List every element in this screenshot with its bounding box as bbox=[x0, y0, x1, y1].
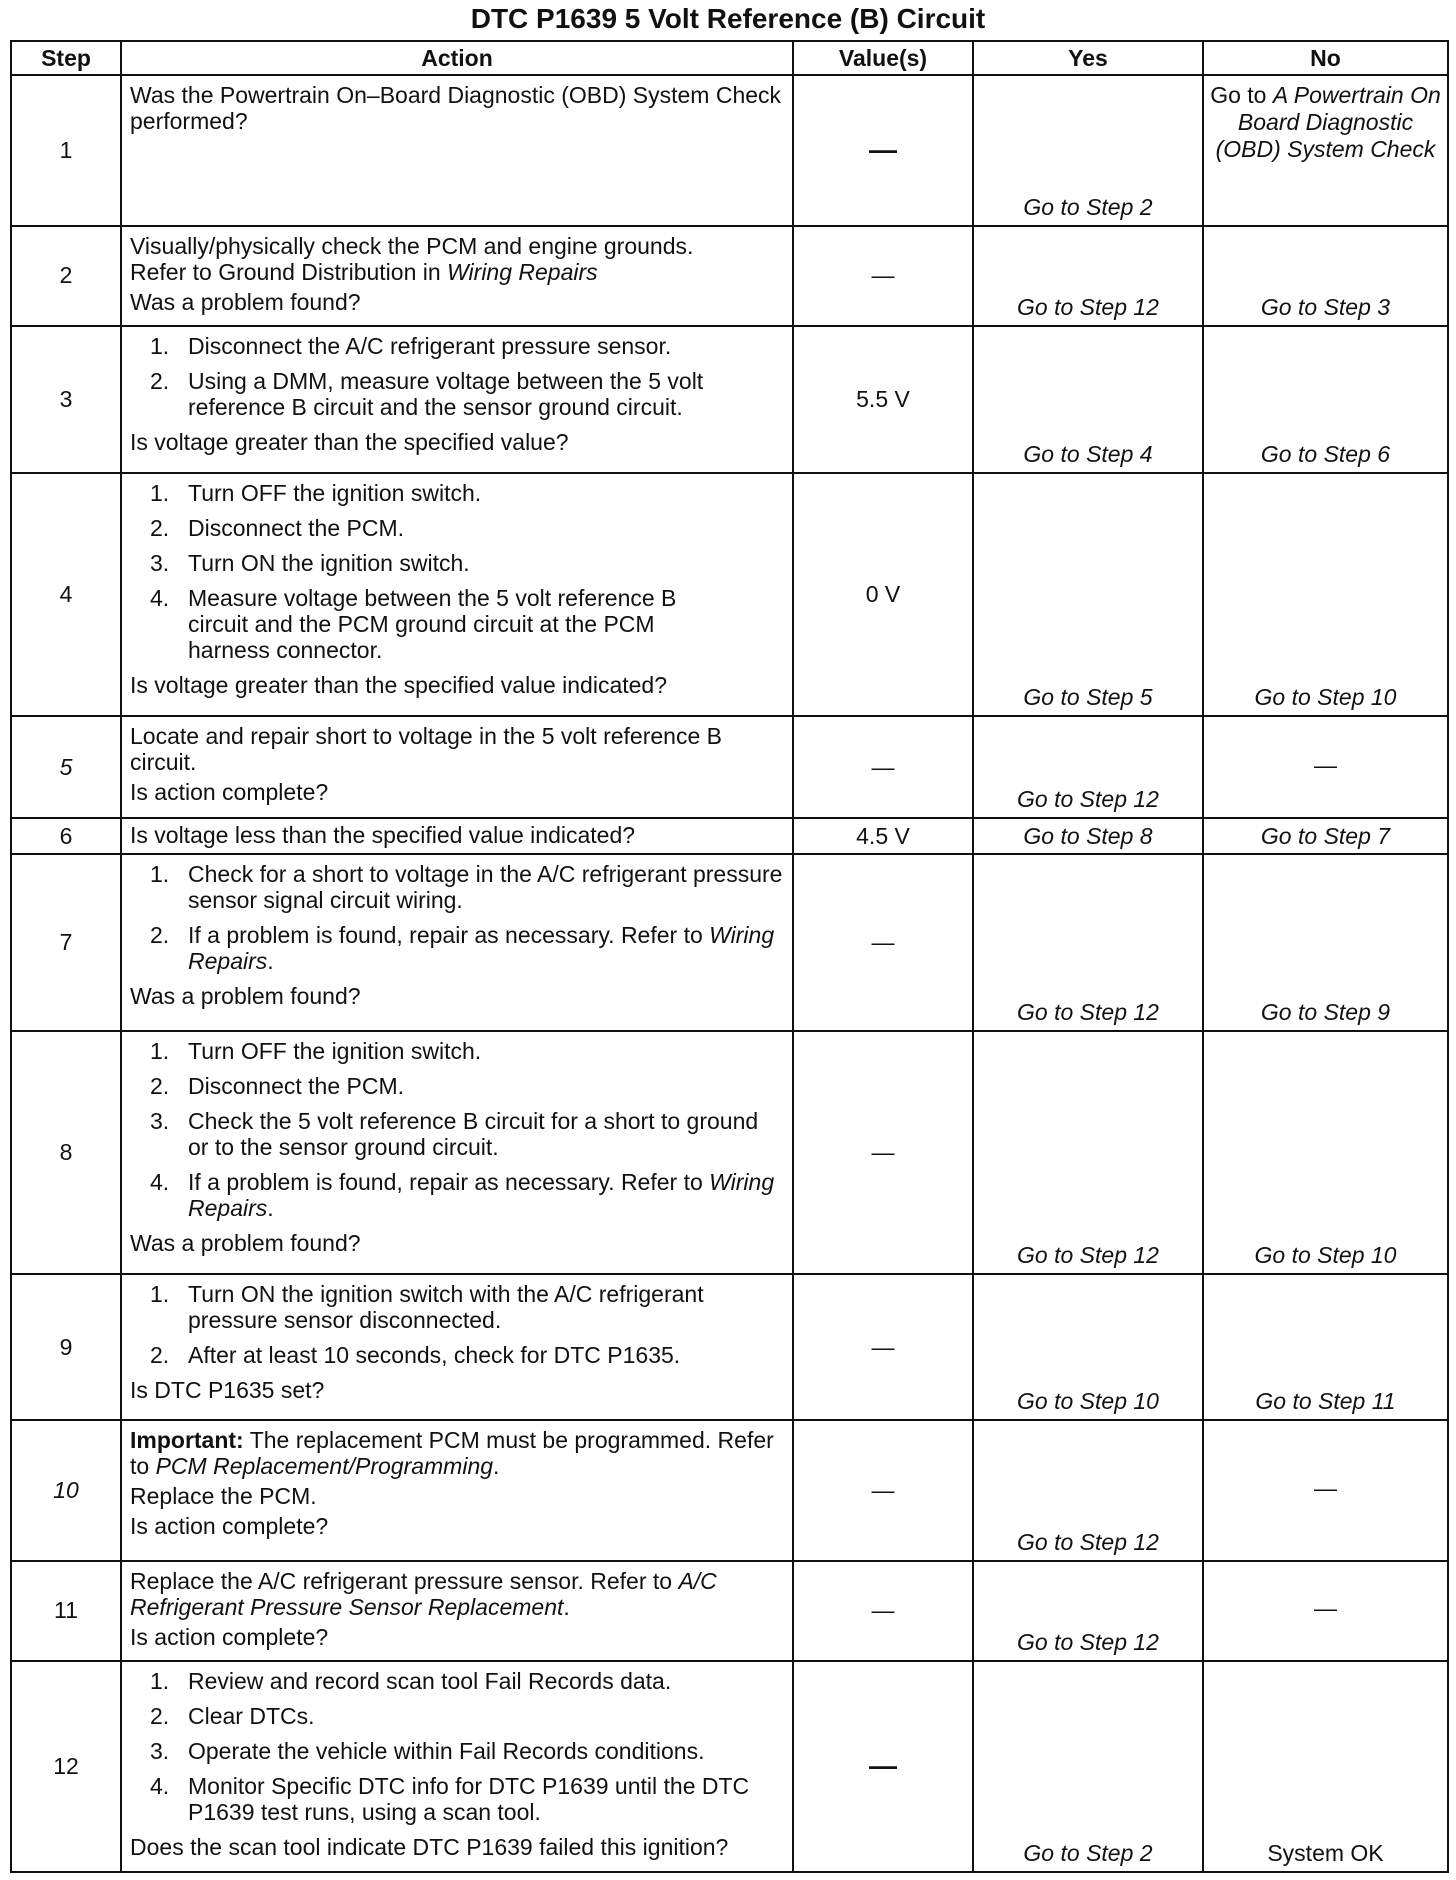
list-item-text: Check for a short to voltage in the A/C refrigerant pressure sensor signal circuit wiring. bbox=[188, 861, 783, 914]
list-item-text: Using a DMM, measure voltage between the 5 volt reference B circuit and the sensor ground circuit. bbox=[188, 368, 704, 421]
step-number: 11 bbox=[11, 1561, 121, 1661]
action-cell bbox=[121, 818, 793, 854]
no-prefix: Go to bbox=[1210, 82, 1273, 108]
table-row bbox=[11, 818, 1448, 854]
yes-cell: Go to Step 12 bbox=[973, 1031, 1203, 1274]
action-question: Does the scan tool indicate DTC P1639 failed this ignition? bbox=[130, 1833, 729, 1860]
reference-link: A/C Refrigerant Pressure Sensor Replacement bbox=[130, 1567, 717, 1620]
no-cell: Go to Step 7 bbox=[1203, 818, 1448, 854]
value-cell: 5.5 V bbox=[793, 326, 973, 473]
action-question: Is voltage greater than the specified value? bbox=[130, 429, 569, 456]
step-number: 2 bbox=[11, 226, 121, 326]
no-cell: System OK bbox=[1203, 1661, 1448, 1872]
value-cell: — bbox=[793, 1031, 973, 1274]
value-text: — bbox=[869, 134, 897, 166]
list-item-text: Turn OFF the ignition switch. bbox=[188, 1038, 482, 1065]
action-text-prefix: Refer to Ground Distribution in bbox=[130, 258, 448, 285]
step-number: 1 bbox=[11, 75, 121, 226]
action-question: Was a problem found? bbox=[130, 983, 361, 1010]
action-text-prefix: Replace the A/C refrigerant pressure sensor. Refer to bbox=[130, 1567, 679, 1594]
no-cell: Go to Step 11 bbox=[1203, 1274, 1448, 1420]
value-cell: — bbox=[793, 1420, 973, 1561]
action-question: Was a problem found? bbox=[130, 288, 361, 315]
value-cell bbox=[793, 75, 973, 226]
table-row bbox=[11, 226, 1448, 326]
list-item: 3. Turn ON the ignition switch. bbox=[150, 549, 470, 576]
action-list bbox=[130, 1038, 784, 1221]
action-cell bbox=[121, 1031, 793, 1274]
action-cell bbox=[121, 854, 793, 1031]
list-item-text: If a problem is found, repair as necessary. Refer to bbox=[188, 922, 710, 949]
table-row bbox=[11, 716, 1448, 818]
list-item-text: Disconnect the PCM. bbox=[188, 1073, 405, 1100]
no-cell: Go to Step 9 bbox=[1203, 854, 1448, 1031]
yes-cell: Go to Step 8 bbox=[973, 818, 1203, 854]
action-text-suffix: . bbox=[563, 1593, 570, 1620]
yes-cell: Go to Step 12 bbox=[973, 854, 1203, 1031]
action-text: Visually/physically check the PCM and engine grounds. bbox=[130, 232, 694, 259]
table-row bbox=[11, 326, 1448, 473]
action-question: Was a problem found? bbox=[130, 1230, 361, 1257]
step-number: 6 bbox=[11, 818, 121, 854]
header-action: Action bbox=[121, 41, 793, 75]
list-item: 1. Turn ON the ignition switch with the A/C refrigerant pressure sensor disconnected. bbox=[150, 1281, 704, 1334]
list-item-text: Check the 5 volt reference B circuit for a short to ground or to the sensor ground circuit. bbox=[188, 1108, 759, 1161]
list-item-text: Turn OFF the ignition switch. bbox=[188, 479, 482, 506]
no-cell: — bbox=[1203, 716, 1448, 818]
yes-cell: Go to Step 12 bbox=[973, 1561, 1203, 1661]
yes-cell: Go to Step 12 bbox=[973, 716, 1203, 818]
action-list bbox=[130, 861, 784, 974]
yes-cell: Go to Step 5 bbox=[973, 473, 1203, 716]
step-number: 3 bbox=[11, 326, 121, 473]
list-item: 4. Measure voltage between the 5 volt reference B circuit and the PCM ground circuit at the PCM harness connector. bbox=[150, 584, 677, 663]
list-item: 2. Using a DMM, measure voltage between the 5 volt reference B circuit and the sensor ground circuit. bbox=[150, 368, 704, 421]
action-cell bbox=[121, 75, 793, 226]
yes-cell: Go to Step 12 bbox=[973, 226, 1203, 326]
action-cell bbox=[121, 1274, 793, 1420]
action-cell bbox=[121, 716, 793, 818]
header-value: Value(s) bbox=[793, 41, 973, 75]
no-cell: Go to Step 3 bbox=[1203, 226, 1448, 326]
table-row bbox=[11, 1420, 1448, 1561]
no-cell: Go to Step 10 bbox=[1203, 473, 1448, 716]
reference-link: PCM Replacement/Programming bbox=[155, 1452, 494, 1479]
list-item-text: Disconnect the A/C refrigerant pressure sensor. bbox=[188, 333, 672, 360]
value-cell: — bbox=[793, 226, 973, 326]
no-link: A Powertrain On Board Diagnostic (OBD) System Check bbox=[1215, 82, 1441, 162]
value-cell bbox=[793, 1661, 973, 1872]
list-item-text: Monitor Specific DTC info for DTC P1639 until the DTC P1639 test runs, using a scan tool. bbox=[188, 1772, 750, 1825]
action-list bbox=[130, 480, 784, 663]
important-label: Important: bbox=[130, 1426, 244, 1453]
list-item-text: Operate the vehicle within Fail Records conditions. bbox=[188, 1737, 705, 1764]
action-cell bbox=[121, 326, 793, 473]
action-question: Is action complete? bbox=[130, 778, 329, 805]
yes-cell: Go to Step 10 bbox=[973, 1274, 1203, 1420]
step-number: 8 bbox=[11, 1031, 121, 1274]
action-question: Is action complete? bbox=[130, 1623, 329, 1650]
action-list bbox=[130, 333, 784, 420]
important-text: The replacement PCM must be programmed. Refer to bbox=[130, 1426, 774, 1479]
yes-cell: Go to Step 12 bbox=[973, 1420, 1203, 1561]
list-item-text: Review and record scan tool Fail Records data. bbox=[188, 1667, 672, 1694]
step-number: 4 bbox=[11, 473, 121, 716]
list-item: 1. Review and record scan tool Fail Records data. bbox=[150, 1667, 672, 1694]
table-row bbox=[11, 1561, 1448, 1661]
important-suffix: . bbox=[493, 1452, 500, 1479]
no-cell: — bbox=[1203, 1420, 1448, 1561]
list-item: 2. Disconnect the PCM. bbox=[150, 514, 405, 541]
list-item-text: Disconnect the PCM. bbox=[188, 514, 405, 541]
list-item: 2. Clear DTCs. bbox=[150, 1702, 315, 1729]
reference-link: Wiring Repairs bbox=[447, 258, 598, 285]
value-cell: 4.5 V bbox=[793, 818, 973, 854]
list-item-text: Turn ON the ignition switch. bbox=[188, 549, 470, 576]
list-item: 1. Turn OFF the ignition switch. bbox=[150, 479, 482, 506]
step-number: 5 bbox=[11, 716, 121, 818]
list-item-text: After at least 10 seconds, check for DTC P1635. bbox=[188, 1342, 681, 1369]
list-item-text: Measure voltage between the 5 volt reference B circuit and the PCM ground circuit at the PCM harness connector. bbox=[188, 584, 677, 663]
diagnostic-table bbox=[10, 40, 1449, 1873]
table-row bbox=[11, 1274, 1448, 1420]
action-question: Is voltage less than the specified value indicated? bbox=[130, 822, 636, 849]
list-item: 4. Monitor Specific DTC info for DTC P1639 until the DTC P1639 test runs, using a scan tool. bbox=[150, 1772, 750, 1825]
list-item: 2. After at least 10 seconds, check for DTC P1635. bbox=[150, 1342, 681, 1369]
header-step: Step bbox=[11, 41, 121, 75]
step-number: 9 bbox=[11, 1274, 121, 1420]
list-item-text: If a problem is found, repair as necessary. Refer to bbox=[188, 1169, 710, 1196]
list-item: 2. If a problem is found, repair as necessary. Refer to Wiring Repairs. bbox=[150, 922, 775, 975]
header-yes: Yes bbox=[973, 41, 1203, 75]
action-cell bbox=[121, 1661, 793, 1872]
header-row bbox=[11, 41, 1448, 75]
list-item-text: Clear DTCs. bbox=[188, 1702, 315, 1729]
value-cell: — bbox=[793, 1561, 973, 1661]
value-cell: — bbox=[793, 854, 973, 1031]
action-text: Was the Powertrain On–Board Diagnostic (OBD) System Check performed? bbox=[130, 82, 782, 134]
list-item: 1. Disconnect the A/C refrigerant pressure sensor. bbox=[150, 333, 672, 360]
value-text: — bbox=[869, 1750, 897, 1782]
yes-cell: Go to Step 2 bbox=[973, 1661, 1203, 1872]
list-item-text: Turn ON the ignition switch with the A/C refrigerant pressure sensor disconnected. bbox=[188, 1281, 704, 1334]
step-number: 12 bbox=[11, 1661, 121, 1872]
page-title: DTC P1639 5 Volt Reference (B) Circuit bbox=[470, 3, 986, 34]
yes-cell: Go to Step 4 bbox=[973, 326, 1203, 473]
yes-cell: Go to Step 2 bbox=[973, 75, 1203, 226]
action-text: Locate and repair short to voltage in the 5 volt reference B circuit. bbox=[130, 722, 722, 775]
step-number: 7 bbox=[11, 854, 121, 1031]
action-question: Is action complete? bbox=[130, 1512, 329, 1539]
value-cell: 0 V bbox=[793, 473, 973, 716]
list-item: 3. Check the 5 volt reference B circuit for a short to ground or to the sensor ground circuit. bbox=[150, 1108, 759, 1161]
header-no: No bbox=[1203, 41, 1448, 75]
value-cell: — bbox=[793, 716, 973, 818]
action-list bbox=[130, 1668, 784, 1825]
reference-link: Wiring Repairs bbox=[188, 922, 775, 975]
action-text: Replace the PCM. bbox=[130, 1482, 317, 1509]
list-item: 2. Disconnect the PCM. bbox=[150, 1073, 405, 1100]
reference-link: Wiring Repairs bbox=[188, 1169, 775, 1222]
no-cell bbox=[1203, 75, 1448, 226]
table-row bbox=[11, 854, 1448, 1031]
action-question: Is DTC P1635 set? bbox=[130, 1377, 325, 1404]
action-list bbox=[130, 1281, 784, 1368]
action-cell bbox=[121, 226, 793, 326]
action-text bbox=[130, 1568, 784, 1620]
table-row bbox=[11, 473, 1448, 716]
action-question: Is voltage greater than the specified value indicated? bbox=[130, 671, 668, 698]
action-cell bbox=[121, 1561, 793, 1661]
table-row bbox=[11, 1031, 1448, 1274]
no-cell: Go to Step 6 bbox=[1203, 326, 1448, 473]
action-cell bbox=[121, 473, 793, 716]
action-cell bbox=[121, 1420, 793, 1561]
action-text bbox=[130, 259, 784, 285]
table-row bbox=[11, 1661, 1448, 1872]
list-item: 1. Turn OFF the ignition switch. bbox=[150, 1038, 482, 1065]
list-item: 1. Check for a short to voltage in the A/C refrigerant pressure sensor signal circuit wiring. bbox=[150, 861, 783, 914]
no-cell: — bbox=[1203, 1561, 1448, 1661]
no-cell: Go to Step 10 bbox=[1203, 1031, 1448, 1274]
list-item-suffix: . bbox=[267, 1195, 274, 1222]
important-note bbox=[130, 1427, 784, 1479]
list-item-suffix: . bbox=[267, 948, 274, 975]
list-item: 3. Operate the vehicle within Fail Records conditions. bbox=[150, 1737, 705, 1764]
value-cell: — bbox=[793, 1274, 973, 1420]
list-item: 4. If a problem is found, repair as necessary. Refer to Wiring Repairs. bbox=[150, 1169, 775, 1222]
step-number: 10 bbox=[11, 1420, 121, 1561]
table-row bbox=[11, 75, 1448, 226]
